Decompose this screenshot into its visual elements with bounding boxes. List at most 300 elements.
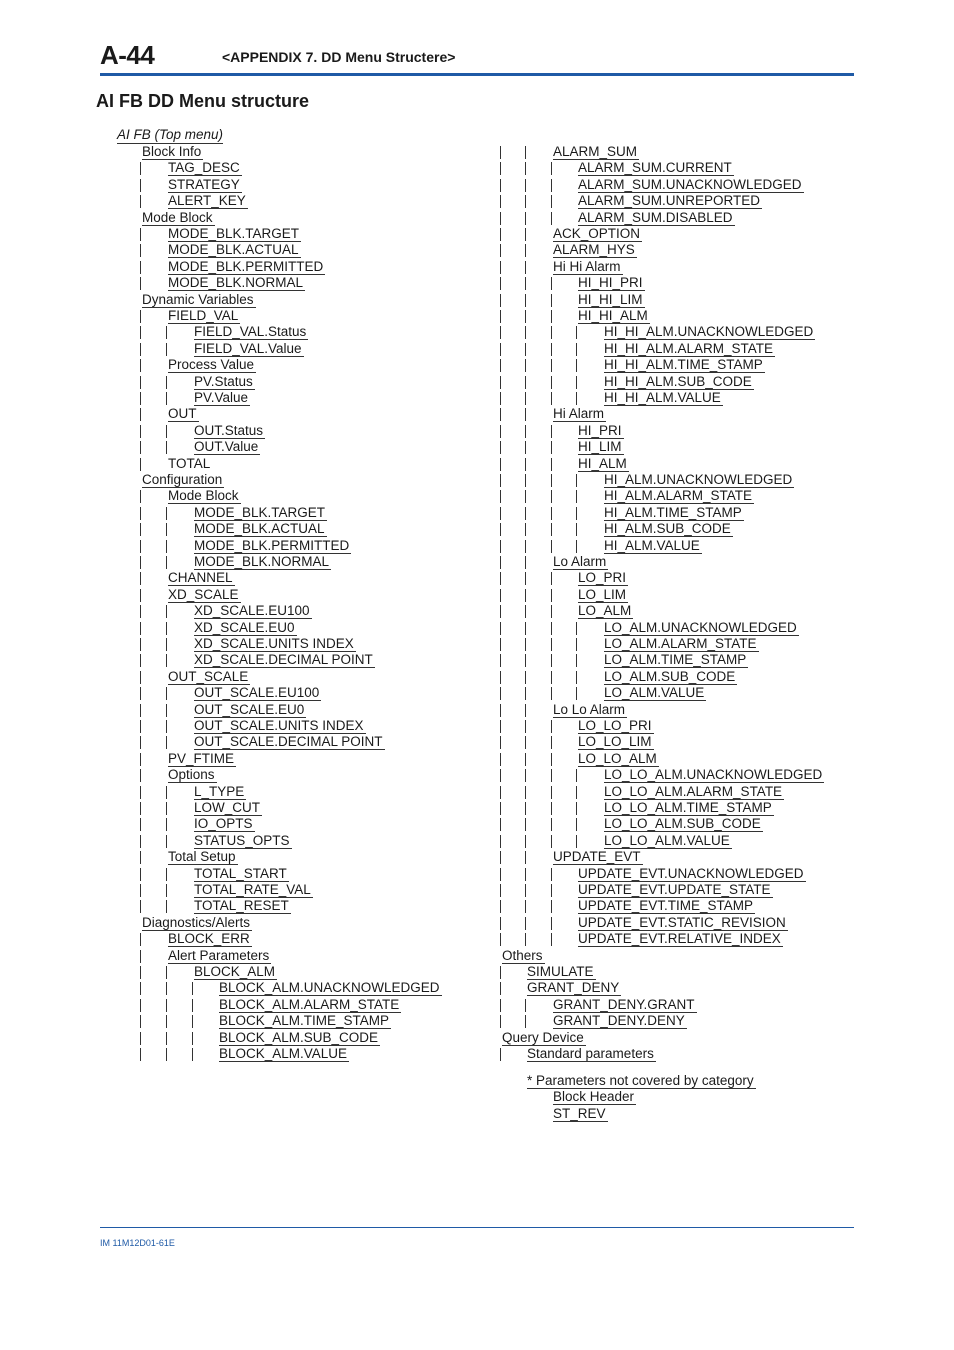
tree-guide-bar	[140, 490, 141, 503]
menu-item-label: MODE_BLK.PERMITTED	[168, 258, 324, 274]
menu-item-label: Configuration	[142, 472, 223, 487]
tree-guide-bar	[500, 720, 501, 733]
tree-guide-bar	[525, 326, 526, 339]
menu-item	[553, 259, 623, 275]
tree-guide-bar	[500, 753, 501, 766]
tree-guide-bar	[140, 884, 141, 897]
tree-guide-bar	[140, 900, 141, 913]
menu-item	[578, 292, 645, 308]
menu-item	[168, 242, 301, 258]
tree-guide-bar	[140, 540, 141, 553]
tree-guide-bar	[140, 1015, 141, 1028]
menu-item-label: ALARM_SUM	[553, 144, 638, 159]
menu-item	[194, 505, 327, 521]
tree-guide-bar	[140, 458, 141, 471]
tree-guide-bar	[166, 818, 167, 831]
tree-guide-bar	[166, 966, 167, 979]
menu-item-label: HI_HI_ALM.VALUE	[604, 390, 721, 405]
tree-guide-bar	[140, 818, 141, 831]
menu-item-label: MODE_BLK.TARGET	[168, 226, 300, 241]
tree-guide-bar	[140, 720, 141, 733]
tree-guide-bar	[525, 736, 526, 749]
tree-guide-bar	[166, 556, 167, 569]
tree-guide-bar	[140, 359, 141, 372]
menu-item-label: Dynamic Variables	[142, 291, 254, 307]
menu-item	[604, 685, 706, 701]
menu-item-label: XD_SCALE.EU0	[194, 619, 295, 635]
menu-item	[219, 1030, 380, 1046]
tree-guide-bar	[576, 359, 577, 372]
menu-item	[578, 308, 650, 324]
menu-item-label: Hi Hi Alarm	[553, 258, 621, 274]
menu-item-label: Diagnostics/Alerts	[142, 914, 251, 930]
menu-item-label: ALARM_SUM.DISABLED	[578, 209, 733, 225]
menu-item-label: LO_ALM.TIME_STAMP	[604, 652, 747, 668]
running-head: <APPENDIX 7. DD Menu Structere>	[222, 49, 456, 65]
menu-item-label: UPDATE_EVT	[553, 849, 641, 865]
menu-item-label: UPDATE_EVT.UPDATE_STATE	[578, 882, 771, 897]
menu-item-label: IO_OPTS	[194, 816, 253, 832]
menu-item	[194, 620, 297, 636]
tree-guide-bar	[500, 277, 501, 290]
tree-guide-bar	[500, 802, 501, 815]
menu-item-label: XD_SCALE.EU100	[194, 603, 310, 619]
menu-item-label: Block Info	[142, 144, 202, 159]
menu-item	[168, 931, 252, 947]
tree-guide-bar	[551, 458, 552, 471]
menu-item-label: * Parameters not covered by category	[527, 1073, 754, 1088]
menu-item	[168, 456, 212, 472]
menu-item-label: Block Header	[553, 1089, 635, 1105]
menu-item	[553, 702, 627, 718]
tree-guide-bar	[525, 720, 526, 733]
tree-guide-bar	[500, 704, 501, 717]
menu-item-label: ALARM_SUM.UNREPORTED	[578, 193, 761, 209]
tree-guide-bar	[166, 835, 167, 848]
menu-item-label: HI_HI_ALM	[578, 308, 648, 323]
tree-guide-bar	[500, 572, 501, 585]
menu-item-label: HI_ALM	[578, 455, 627, 471]
tree-guide-bar	[500, 195, 501, 208]
menu-item-label: LO_PRI	[578, 570, 627, 586]
menu-item	[194, 784, 246, 800]
tree-guide-bar	[166, 802, 167, 815]
menu-item-label: MODE_BLK.NORMAL	[194, 554, 330, 569]
menu-item-label: OUT_SCALE.UNITS INDEX	[194, 718, 364, 733]
tree-guide-bar	[525, 343, 526, 356]
tree-guide-bar	[500, 884, 501, 897]
menu-item-label: BLOCK_ALM.VALUE	[219, 1046, 348, 1061]
tree-guide-bar	[500, 261, 501, 274]
menu-item-label: LO_LO_ALM.UNACKNOWLEDGED	[604, 767, 823, 783]
menu-item	[604, 488, 754, 504]
tree-guide-bar	[551, 589, 552, 602]
tree-guide-bar	[500, 425, 501, 438]
tree-guide-bar	[500, 310, 501, 323]
tree-guide-bar	[500, 818, 501, 831]
tree-guide-bar	[140, 933, 141, 946]
menu-item	[604, 390, 723, 406]
tree-guide-bar	[551, 917, 552, 930]
tree-guide-bar	[166, 982, 167, 995]
tree-guide-bar	[500, 490, 501, 503]
tree-guide-bar	[576, 523, 577, 536]
tree-guide-bar	[140, 556, 141, 569]
tree-guide-bar	[166, 1048, 167, 1061]
menu-item-label: ALERT_KEY	[168, 193, 246, 209]
tree-guide-bar	[576, 343, 577, 356]
menu-item	[194, 898, 291, 914]
tree-guide-bar	[500, 671, 501, 684]
tree-guide-bar	[525, 605, 526, 618]
tree-guide-bar	[500, 523, 501, 536]
tree-guide-bar	[192, 982, 193, 995]
tree-guide-bar	[576, 769, 577, 782]
tree-guide-bar	[525, 523, 526, 536]
tree-guide-bar	[500, 474, 501, 487]
tree-guide-bar	[525, 1015, 526, 1028]
tree-guide-bar	[525, 425, 526, 438]
tree-guide-bar	[576, 490, 577, 503]
menu-item	[168, 226, 301, 242]
menu-item-label: UPDATE_EVT.UNACKNOWLEDGED	[578, 865, 804, 881]
tree-guide-bar	[140, 851, 141, 864]
menu-item	[194, 652, 375, 668]
menu-item-label: LO_LO_ALM.VALUE	[604, 832, 730, 848]
menu-item	[578, 718, 654, 734]
tree-guide-bar	[166, 605, 167, 618]
menu-item	[604, 833, 732, 849]
menu-item	[168, 259, 325, 275]
tree-guide-bar	[500, 687, 501, 700]
tree-guide-bar	[166, 376, 167, 389]
tree-guide-bar	[140, 326, 141, 339]
menu-item-label: OUT.Value	[194, 439, 259, 455]
tree-guide-bar	[140, 671, 141, 684]
menu-item-label: FIELD_VAL.Value	[194, 340, 302, 356]
menu-item-label: STATUS_OPTS	[194, 832, 290, 848]
tree-guide-bar	[140, 228, 141, 241]
menu-item	[527, 1046, 656, 1062]
menu-item	[194, 439, 260, 455]
tree-guide-bar	[525, 704, 526, 717]
tree-guide-bar	[551, 179, 552, 192]
menu-item	[168, 357, 256, 373]
tree-guide-bar	[551, 507, 552, 520]
tree-guide-bar	[500, 458, 501, 471]
menu-item	[527, 1073, 756, 1089]
menu-item	[168, 275, 305, 291]
page-number: A-44	[100, 40, 155, 70]
tree-guide-bar	[140, 1032, 141, 1045]
tree-guide-bar	[166, 786, 167, 799]
tree-guide-bar	[166, 704, 167, 717]
menu-item-label: XD_SCALE	[168, 586, 239, 602]
menu-item	[194, 521, 327, 537]
menu-item	[604, 374, 754, 390]
menu-item-label: HI_HI_ALM.UNACKNOWLEDGED	[604, 324, 814, 340]
menu-item	[553, 1106, 608, 1122]
tree-guide-bar	[525, 244, 526, 257]
tree-guide-bar	[140, 244, 141, 257]
tree-guide-bar	[140, 687, 141, 700]
menu-item	[502, 948, 545, 964]
tree-guide-bar	[551, 212, 552, 225]
tree-guide-bar	[576, 638, 577, 651]
menu-item	[194, 423, 265, 439]
menu-item	[194, 554, 331, 570]
menu-item	[578, 160, 734, 176]
tree-guide-bar	[525, 441, 526, 454]
tree-guide-bar	[551, 884, 552, 897]
tree-guide-bar	[192, 1032, 193, 1045]
tree-guide-bar	[551, 540, 552, 553]
menu-item-label: Mode Block	[142, 209, 213, 225]
tree-guide-bar	[500, 851, 501, 864]
menu-item	[578, 882, 773, 898]
menu-item	[604, 784, 784, 800]
menu-item-label: GRANT_DENY.GRANT	[553, 996, 695, 1012]
tree-guide-bar	[140, 572, 141, 585]
menu-item-label: LO_LO_ALM.TIME_STAMP	[604, 800, 772, 815]
menu-item-label: OUT.Status	[194, 422, 264, 438]
menu-item	[194, 324, 308, 340]
menu-item	[604, 767, 824, 783]
menu-item	[219, 1013, 391, 1029]
tree-guide-bar	[500, 605, 501, 618]
tree-guide-bar	[500, 507, 501, 520]
tree-guide-bar	[551, 523, 552, 536]
menu-item-label: BLOCK_ERR	[168, 931, 250, 947]
menu-item	[553, 406, 606, 422]
menu-item	[604, 538, 702, 554]
tree-guide-bar	[576, 818, 577, 831]
tree-guide-bar	[525, 195, 526, 208]
tree-guide-bar	[140, 589, 141, 602]
tree-guide-bar	[140, 441, 141, 454]
tree-guide-bar	[551, 753, 552, 766]
tree-guide-bar	[140, 179, 141, 192]
menu-item	[553, 1089, 636, 1105]
menu-item	[604, 816, 763, 832]
tree-guide-bar	[500, 999, 501, 1012]
tree-guide-bar	[166, 523, 167, 536]
tree-guide-bar	[576, 540, 577, 553]
tree-guide-bar	[551, 195, 552, 208]
menu-item	[578, 193, 762, 209]
menu-item	[604, 620, 799, 636]
menu-item-label: TOTAL_START	[194, 865, 287, 881]
menu-item	[604, 472, 794, 488]
tree-guide-bar	[166, 326, 167, 339]
tree-guide-bar	[551, 720, 552, 733]
tree-guide-bar	[140, 425, 141, 438]
tree-guide-bar	[500, 933, 501, 946]
tree-guide-bar	[525, 359, 526, 372]
tree-guide-bar	[551, 802, 552, 815]
menu-item-label: HI_ALM.VALUE	[604, 537, 700, 553]
tree-guide-bar	[166, 868, 167, 881]
menu-item-label: MODE_BLK.PERMITTED	[194, 537, 350, 553]
menu-item	[194, 718, 366, 734]
tree-guide-bar	[551, 769, 552, 782]
menu-item	[553, 1013, 687, 1029]
tree-guide-bar	[551, 310, 552, 323]
tree-guide-bar	[166, 392, 167, 405]
tree-guide-bar	[140, 769, 141, 782]
tree-guide-bar	[551, 392, 552, 405]
menu-item	[553, 849, 643, 865]
menu-item-label: ST_REV	[553, 1105, 606, 1121]
menu-item-label: LO_LO_LIM	[578, 734, 652, 750]
tree-guide-bar	[140, 950, 141, 963]
tree-guide-bar	[525, 146, 526, 159]
menu-item	[553, 226, 642, 242]
tree-guide-bar	[576, 507, 577, 520]
menu-item	[578, 931, 783, 947]
menu-item	[142, 292, 256, 308]
tree-guide-bar	[166, 999, 167, 1012]
menu-item-label: PV_FTIME	[168, 750, 235, 766]
tree-guide-bar	[166, 736, 167, 749]
menu-item	[194, 800, 262, 816]
tree-guide-bar	[140, 523, 141, 536]
tree-guide-bar	[576, 622, 577, 635]
tree-guide-bar	[140, 868, 141, 881]
menu-item	[527, 964, 596, 980]
menu-item	[194, 866, 289, 882]
menu-item	[194, 702, 306, 718]
menu-item	[194, 603, 312, 619]
tree-guide-bar	[576, 786, 577, 799]
tree-guide-bar	[140, 753, 141, 766]
tree-guide-bar	[500, 376, 501, 389]
menu-item-label: LO_ALM.UNACKNOWLEDGED	[604, 619, 797, 635]
menu-item-label: LO_ALM.VALUE	[604, 685, 705, 701]
tree-guide-bar	[140, 638, 141, 651]
menu-item	[194, 390, 250, 406]
menu-item	[553, 144, 639, 160]
menu-item	[578, 439, 624, 455]
tree-guide-bar	[500, 868, 501, 881]
tree-guide-bar	[140, 343, 141, 356]
menu-item-label: HI_LIM	[578, 439, 622, 455]
tree-guide-bar	[525, 868, 526, 881]
menu-item-label: XD_SCALE.UNITS INDEX	[194, 636, 354, 651]
menu-item	[194, 882, 313, 898]
tree-guide-bar	[551, 441, 552, 454]
menu-item-label: OUT_SCALE.EU100	[194, 685, 320, 701]
tree-guide-bar	[140, 408, 141, 421]
menu-item-label: HI_PRI	[578, 422, 622, 438]
tree-guide-bar	[576, 326, 577, 339]
tree-guide-bar	[500, 835, 501, 848]
tree-guide-bar	[551, 294, 552, 307]
menu-item-label: ALARM_SUM.CURRENT	[578, 160, 732, 176]
tree-guide-bar	[525, 851, 526, 864]
menu-item-label: Standard parameters	[527, 1046, 654, 1061]
tree-guide-bar	[576, 654, 577, 667]
menu-item	[168, 308, 240, 324]
menu-item-label: LO_LO_ALM.ALARM_STATE	[604, 783, 783, 799]
tree-guide-bar	[500, 244, 501, 257]
tree-guide-bar	[525, 917, 526, 930]
menu-item	[578, 456, 629, 472]
tree-guide-bar	[525, 654, 526, 667]
tree-guide-bar	[525, 490, 526, 503]
menu-item-label: FIELD_VAL	[168, 308, 239, 323]
tree-guide-bar	[166, 343, 167, 356]
tree-guide-bar	[500, 146, 501, 159]
menu-item	[168, 948, 271, 964]
tree-guide-bar	[576, 376, 577, 389]
tree-guide-bar	[525, 179, 526, 192]
tree-guide-bar	[140, 507, 141, 520]
tree-guide-bar	[551, 162, 552, 175]
tree-guide-bar	[525, 507, 526, 520]
tree-guide-bar	[140, 786, 141, 799]
menu-item	[168, 751, 236, 767]
menu-item	[553, 997, 697, 1013]
menu-item-label: HI_HI_ALM.SUB_CODE	[604, 373, 752, 389]
section-title: AI FB DD Menu structure	[96, 91, 310, 111]
footer-rule	[100, 1227, 854, 1228]
tree-guide-bar	[500, 359, 501, 372]
tree-guide-bar	[192, 999, 193, 1012]
tree-guide-bar	[551, 490, 552, 503]
menu-item	[578, 177, 804, 193]
tree-guide-bar	[525, 786, 526, 799]
menu-item	[578, 275, 645, 291]
tree-guide-bar	[551, 376, 552, 389]
menu-item	[219, 997, 401, 1013]
menu-item-label: OUT_SCALE.EU0	[194, 701, 305, 717]
tree-guide-bar	[551, 572, 552, 585]
tree-guide-bar	[140, 736, 141, 749]
tree-guide-bar	[525, 638, 526, 651]
menu-item-label: UPDATE_EVT.TIME_STAMP	[578, 898, 754, 914]
menu-item	[604, 324, 815, 340]
tree-guide-bar	[166, 720, 167, 733]
tree-guide-bar	[576, 802, 577, 815]
tree-guide-bar	[140, 392, 141, 405]
menu-item-label: OUT	[168, 406, 197, 422]
menu-item-label: Hi Alarm	[553, 406, 605, 422]
menu-item-label: HI_HI_PRI	[578, 275, 643, 291]
tree-guide-bar	[525, 540, 526, 553]
menu-item	[604, 341, 775, 357]
tree-guide-bar	[500, 966, 501, 979]
menu-item	[553, 554, 608, 570]
menu-item-label: CHANNEL	[168, 570, 233, 586]
menu-item	[578, 915, 788, 931]
menu-item	[142, 472, 224, 488]
tree-guide-bar	[166, 441, 167, 454]
tree-guide-bar	[500, 638, 501, 651]
menu-item-label: BLOCK_ALM.SUB_CODE	[219, 1029, 379, 1045]
tree-guide-bar	[551, 736, 552, 749]
tree-root: AI FB (Top menu)	[117, 127, 224, 142]
tree-guide-bar	[500, 408, 501, 421]
tree-guide-bar	[500, 589, 501, 602]
tree-guide-bar	[551, 654, 552, 667]
tree-guide-bar	[525, 835, 526, 848]
menu-item	[142, 915, 252, 931]
tree-guide-bar	[166, 654, 167, 667]
tree-guide-bar	[525, 261, 526, 274]
tree-guide-bar	[576, 671, 577, 684]
menu-item-label: SIMULATE	[527, 964, 594, 979]
